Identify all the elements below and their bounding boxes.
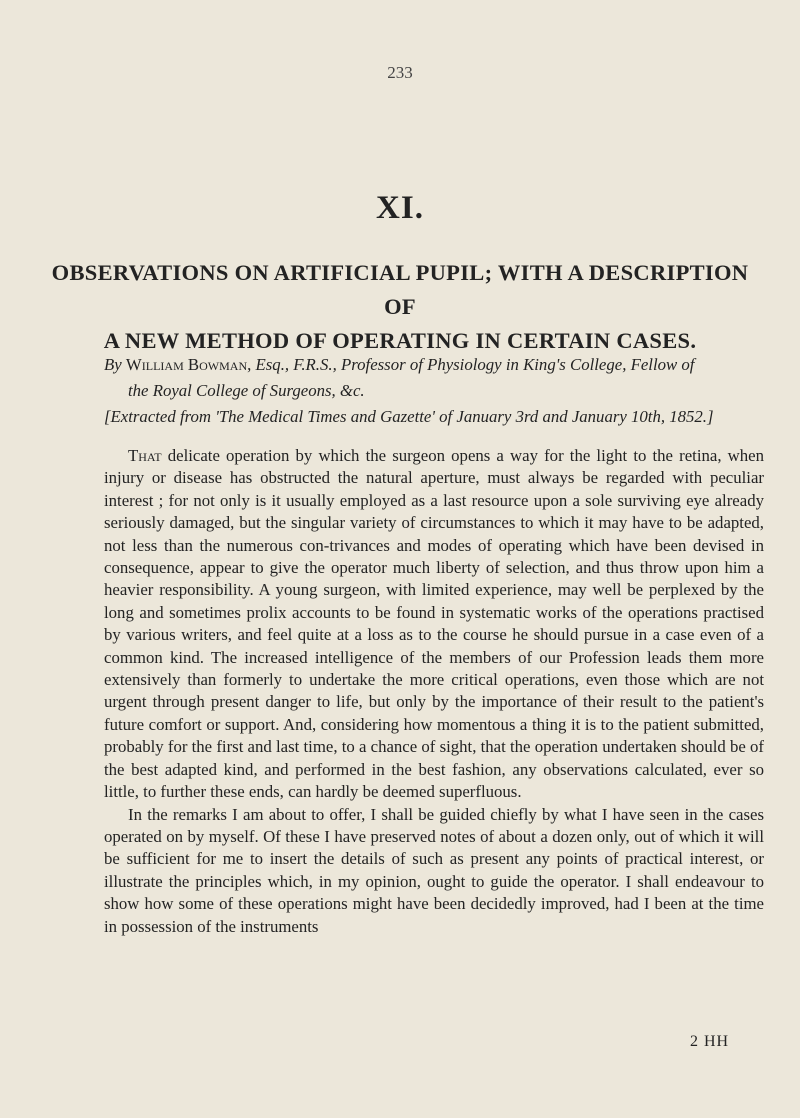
signature-mark: 2 HH xyxy=(690,1033,730,1050)
paragraph-2: In the remarks I am about to offer, I shall be guided chiefly by what I have seen in the cases operated on by myself. Of these I have preserved notes of about a dozen only, out of which it will be sufficient for me to insert the details of such as present any points of practical interest, or illustrate the principles which, in my opinion, ought to guide the operator. I shall endeavour to show how some of these operations might have been decidedly improved, had I been at the time in possession of the instruments xyxy=(104,804,764,936)
byline-by: By xyxy=(104,355,122,374)
byline-line-1 xyxy=(104,352,764,378)
chapter-number: XI. xyxy=(376,190,424,226)
page-number: 233 xyxy=(387,63,413,82)
author-name: William Bowman, xyxy=(125,355,252,374)
extract-source: [Extracted from 'The Medical Times and Gazette' of January 3rd and January 10th, 1852.] xyxy=(104,407,714,426)
article-title xyxy=(40,256,760,358)
author-credentials: Esq., F.R.S., Professor of Physiology in King's College, Fellow of xyxy=(255,355,695,374)
extract-note xyxy=(104,404,764,430)
paragraph-1-text: delicate operation by which the surgeon opens a way for the light to the retina, when injury or disease has obstructed the natural aperture, must always be regarded with peculiar interest ; for not only is it usually employed as a last resource upon a sole surviving eye already seriously damaged, but the singular variety of circumstances to which it may have to be adapted, not less than the numerous con-trivances and modes of operating which have been devised in consequence, appear to give the operator much liberty of selection, and thus throw upon him a heavier responsibility. A young surgeon, with limited experience, may well be perplexed by the long and sometimes prolix accounts to be found in systematic works of the operations practised by various writers, and feel quite at a loss as to the course he should pursue in a case even of a common kind. The increased intelligence of the members of our Profession leads them more extensively than formerly to undertake the more critical operations, even those which are not urgent through present danger to life, but only by the importance of their result to the patient's future comfort or support. And, considering how momentous a thing it is to the patient submitted, probably for the first and last time, to a chance of sight, that the operation undertaken should be of the best adapted kind, and performed in the best fashion, any observations calculated, ever so little, to further these ends, can hardly be deemed superfluous. xyxy=(104,446,764,802)
paragraph-lead-word: That xyxy=(128,446,162,465)
title-line-2: A NEW METHOD OF OPERATING IN CERTAIN CASES. xyxy=(103,328,697,353)
byline-line-2 xyxy=(104,378,764,404)
article-body xyxy=(104,445,764,938)
title-line-1: OBSERVATIONS ON ARTIFICIAL PUPIL; WITH A DESCRIPTION OF xyxy=(51,260,749,319)
author-credentials-continued: the Royal College of Surgeons, &c. xyxy=(128,381,365,400)
paragraph-1 xyxy=(104,445,764,804)
byline xyxy=(104,352,764,430)
